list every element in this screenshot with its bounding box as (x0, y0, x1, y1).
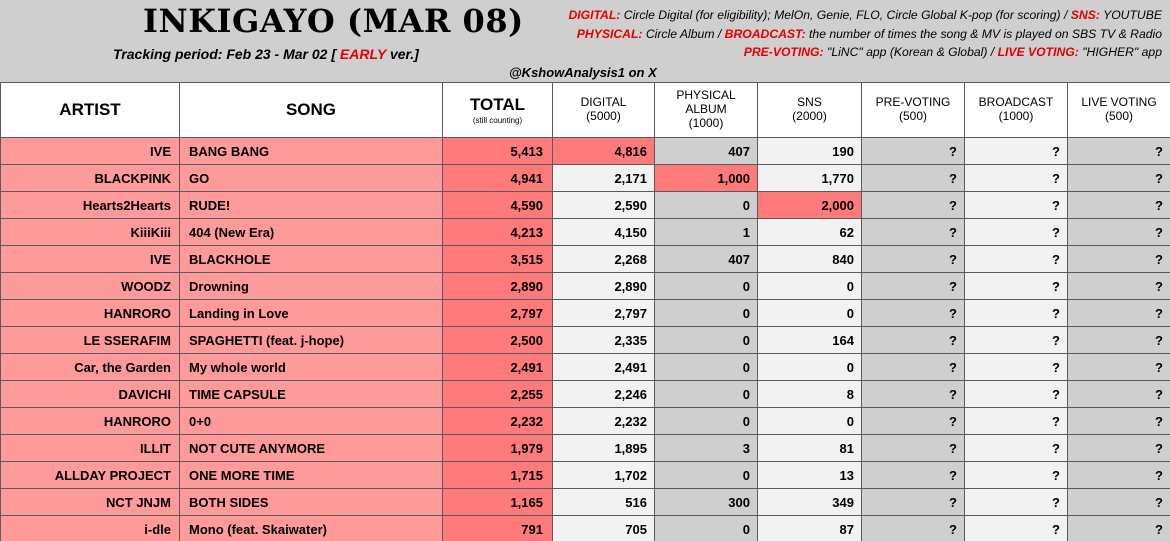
table-row (1, 354, 1170, 381)
cell-song: Mono (feat. Skaiwater) (180, 516, 443, 541)
physical-text: Circle Album / (645, 26, 722, 41)
cell-sns: 164 (758, 327, 862, 354)
cell-artist: IVE (1, 138, 180, 165)
cell-song: Drowning (180, 273, 443, 300)
cell-digital: 2,797 (553, 300, 655, 327)
cell-prevoting: ? (862, 516, 965, 541)
cell-prevoting: ? (862, 192, 965, 219)
cell-song: ONE MORE TIME (180, 462, 443, 489)
cell-sns: 87 (758, 516, 862, 541)
cell-prevoting: ? (862, 246, 965, 273)
cell-artist: DAVICHI (1, 381, 180, 408)
broadcast-label: BROADCAST: (724, 26, 806, 41)
col-broadcast-max: (1000) (998, 109, 1034, 123)
cell-broadcast: ? (965, 516, 1068, 541)
cell-prevoting: ? (862, 435, 965, 462)
col-digital-max: (5000) (586, 109, 621, 123)
cell-sns: 190 (758, 138, 862, 165)
cell-broadcast: ? (965, 354, 1068, 381)
cell-artist: ILLIT (1, 435, 180, 462)
cell-sns: 13 (758, 462, 862, 489)
sns-text: YOUTUBE (1103, 8, 1162, 22)
cell-total: 791 (443, 516, 553, 541)
cell-broadcast: ? (965, 273, 1068, 300)
cell-artist: i-dle (1, 516, 180, 541)
cell-song: GO (180, 165, 443, 192)
cell-total: 1,979 (443, 435, 553, 462)
cell-livevoting: ? (1068, 408, 1170, 435)
cell-digital: 2,335 (553, 327, 655, 354)
cell-sns: 840 (758, 246, 862, 273)
cell-livevoting: ? (1068, 138, 1170, 165)
page-title: INKIGAYO (MAR 08) (143, 2, 524, 40)
table-row (1, 165, 1170, 192)
col-physical-label-2: ALBUM (685, 102, 727, 117)
credit-handle: @KshowAnalysis1 on X (509, 65, 657, 80)
cell-physical: 0 (655, 381, 758, 408)
col-physical (655, 83, 758, 138)
cell-digital: 2,232 (553, 408, 655, 435)
cell-sns: 8 (758, 381, 862, 408)
cell-prevoting: ? (862, 327, 965, 354)
cell-artist: KiiiKiii (1, 219, 180, 246)
prevoting-label: PRE-VOTING: (743, 45, 824, 59)
cell-broadcast: ? (965, 246, 1068, 273)
cell-sns: 81 (758, 435, 862, 462)
cell-song: Landing in Love (180, 300, 443, 327)
col-sns-max: (2000) (792, 109, 827, 123)
cell-artist: HANRORO (1, 300, 180, 327)
cell-song: TIME CAPSULE (180, 381, 443, 408)
table-row (1, 381, 1170, 408)
cell-sns: 62 (758, 219, 862, 246)
cell-broadcast: ? (965, 381, 1068, 408)
cell-sns: 0 (758, 408, 862, 435)
cell-digital: 4,150 (553, 219, 655, 246)
cell-livevoting: ? (1068, 354, 1170, 381)
cell-total: 1,715 (443, 462, 553, 489)
physical-label: PHYSICAL: (576, 26, 643, 41)
table-row (1, 138, 1170, 165)
col-digital-label: DIGITAL (580, 95, 627, 110)
col-sns-label: SNS (797, 95, 822, 110)
cell-artist: HANRORO (1, 408, 180, 435)
cell-livevoting: ? (1068, 219, 1170, 246)
table-row (1, 462, 1170, 489)
cell-sns: 2,000 (758, 192, 862, 219)
livevoting-label: LIVE VOTING: (997, 45, 1079, 59)
cell-physical: 1 (655, 219, 758, 246)
cell-digital: 2,246 (553, 381, 655, 408)
cell-total: 1,165 (443, 489, 553, 516)
cell-prevoting: ? (862, 219, 965, 246)
col-total-note: (still counting) (472, 116, 523, 126)
cell-broadcast: ? (965, 138, 1068, 165)
tracking-edition: EARLY (339, 46, 387, 62)
cell-livevoting: ? (1068, 462, 1170, 489)
cell-broadcast: ? (965, 489, 1068, 516)
cell-sns: 0 (758, 300, 862, 327)
cell-physical: 300 (655, 489, 758, 516)
cell-livevoting: ? (1068, 246, 1170, 273)
col-physical-max: (1000) (688, 115, 724, 130)
table-row (1, 273, 1170, 300)
cell-physical: 0 (655, 354, 758, 381)
cell-physical: 407 (655, 138, 758, 165)
cell-artist: WOODZ (1, 273, 180, 300)
tracking-period-text: Tracking period: Feb 23 - Mar 02 [ (113, 46, 337, 62)
cell-prevoting: ? (862, 354, 965, 381)
cell-song: BLACKHOLE (180, 246, 443, 273)
col-song: SONG (180, 83, 443, 138)
cell-song: BOTH SIDES (180, 489, 443, 516)
cell-digital: 2,890 (553, 273, 655, 300)
cell-total: 3,515 (443, 246, 553, 273)
cell-livevoting: ? (1068, 300, 1170, 327)
cell-prevoting: ? (862, 489, 965, 516)
cell-total: 5,413 (443, 138, 553, 165)
cell-prevoting: ? (862, 138, 965, 165)
cell-song: SPAGHETTI (feat. j-hope) (180, 327, 443, 354)
cell-total: 2,255 (443, 381, 553, 408)
cell-physical: 0 (655, 516, 758, 541)
cell-physical: 407 (655, 246, 758, 273)
cell-digital: 2,268 (553, 246, 655, 273)
cell-digital: 1,702 (553, 462, 655, 489)
cell-sns: 0 (758, 354, 862, 381)
cell-digital: 4,816 (553, 138, 655, 165)
criteria-line-1 (568, 6, 1162, 25)
cell-artist: Hearts2Hearts (1, 192, 180, 219)
score-table (0, 82, 1170, 541)
digital-text: Circle Digital (for eligibility); MelOn, Genie, FLO, Circle Global K-pop (for scoring) / (623, 8, 1068, 22)
col-livevoting (1068, 83, 1170, 138)
col-prevoting-max: (500) (898, 109, 927, 123)
sns-label: SNS: (1070, 8, 1100, 22)
cell-digital: 2,590 (553, 192, 655, 219)
cell-song: RUDE! (180, 192, 443, 219)
cell-livevoting: ? (1068, 273, 1170, 300)
cell-prevoting: ? (862, 300, 965, 327)
cell-artist: Car, the Garden (1, 354, 180, 381)
cell-livevoting: ? (1068, 435, 1170, 462)
col-broadcast-label: BROADCAST (978, 95, 1054, 110)
cell-total: 2,890 (443, 273, 553, 300)
cell-broadcast: ? (965, 327, 1068, 354)
cell-livevoting: ? (1068, 489, 1170, 516)
table-row (1, 246, 1170, 273)
col-physical-label: PHYSICAL (676, 88, 736, 103)
cell-physical: 0 (655, 273, 758, 300)
col-sns (758, 83, 862, 138)
tracking-period (113, 46, 419, 62)
cell-digital: 705 (553, 516, 655, 541)
cell-song: 404 (New Era) (180, 219, 443, 246)
tracking-suffix: ver.] (389, 46, 419, 62)
cell-digital: 516 (553, 489, 655, 516)
cell-total: 2,232 (443, 408, 553, 435)
col-prevoting-label: PRE-VOTING (875, 95, 951, 110)
col-total-label: TOTAL (469, 94, 526, 114)
col-livevoting-label: LIVE VOTING (1081, 95, 1157, 110)
cell-prevoting: ? (862, 381, 965, 408)
cell-total: 2,491 (443, 354, 553, 381)
cell-sns: 0 (758, 273, 862, 300)
table-row (1, 192, 1170, 219)
cell-total: 4,590 (443, 192, 553, 219)
cell-physical: 1,000 (655, 165, 758, 192)
table-header-row (1, 83, 1170, 138)
cell-prevoting: ? (862, 408, 965, 435)
cell-livevoting: ? (1068, 192, 1170, 219)
cell-digital: 2,171 (553, 165, 655, 192)
cell-artist: BLACKPINK (1, 165, 180, 192)
cell-prevoting: ? (862, 165, 965, 192)
col-digital (553, 83, 655, 138)
cell-broadcast: ? (965, 219, 1068, 246)
cell-livevoting: ? (1068, 516, 1170, 541)
cell-artist: NCT JNJM (1, 489, 180, 516)
cell-song: 0+0 (180, 408, 443, 435)
cell-prevoting: ? (862, 273, 965, 300)
cell-sns: 1,770 (758, 165, 862, 192)
cell-song: NOT CUTE ANYMORE (180, 435, 443, 462)
cell-physical: 0 (655, 462, 758, 489)
prevoting-text: "LiNC" app (Korean & Global) / (827, 45, 995, 59)
cell-physical: 0 (655, 327, 758, 354)
cell-broadcast: ? (965, 435, 1068, 462)
cell-total: 4,941 (443, 165, 553, 192)
livevoting-text: "HIGHER" app (1082, 45, 1162, 59)
table-body (1, 138, 1170, 541)
table-row (1, 300, 1170, 327)
broadcast-text: the number of times the song & MV is played on SBS TV & Radio (809, 26, 1162, 41)
cell-broadcast: ? (965, 462, 1068, 489)
cell-prevoting: ? (862, 462, 965, 489)
cell-total: 2,500 (443, 327, 553, 354)
cell-physical: 0 (655, 408, 758, 435)
chart-header (0, 0, 1170, 83)
cell-physical: 3 (655, 435, 758, 462)
cell-total: 4,213 (443, 219, 553, 246)
cell-artist: LE SSERAFIM (1, 327, 180, 354)
table-row (1, 327, 1170, 354)
table-row (1, 489, 1170, 516)
scoring-criteria (568, 6, 1162, 62)
cell-digital: 2,491 (553, 354, 655, 381)
cell-livevoting: ? (1068, 381, 1170, 408)
cell-broadcast: ? (965, 300, 1068, 327)
cell-livevoting: ? (1068, 165, 1170, 192)
table-row (1, 435, 1170, 462)
table-row (1, 408, 1170, 435)
cell-physical: 0 (655, 300, 758, 327)
col-broadcast (965, 83, 1068, 138)
criteria-line-3 (568, 43, 1162, 62)
digital-label: DIGITAL: (568, 8, 621, 22)
cell-broadcast: ? (965, 165, 1068, 192)
cell-artist: IVE (1, 246, 180, 273)
cell-physical: 0 (655, 192, 758, 219)
table-row (1, 516, 1170, 541)
cell-broadcast: ? (965, 408, 1068, 435)
cell-song: My whole world (180, 354, 443, 381)
cell-digital: 1,895 (553, 435, 655, 462)
cell-song: BANG BANG (180, 138, 443, 165)
cell-broadcast: ? (965, 192, 1068, 219)
cell-sns: 349 (758, 489, 862, 516)
col-prevoting (862, 83, 965, 138)
col-artist: ARTIST (1, 83, 180, 138)
table-row (1, 219, 1170, 246)
cell-total: 2,797 (443, 300, 553, 327)
cell-artist: ALLDAY PROJECT (1, 462, 180, 489)
col-livevoting-max: (500) (1104, 109, 1133, 123)
cell-livevoting: ? (1068, 327, 1170, 354)
col-total (443, 83, 553, 138)
criteria-line-2 (568, 25, 1162, 44)
